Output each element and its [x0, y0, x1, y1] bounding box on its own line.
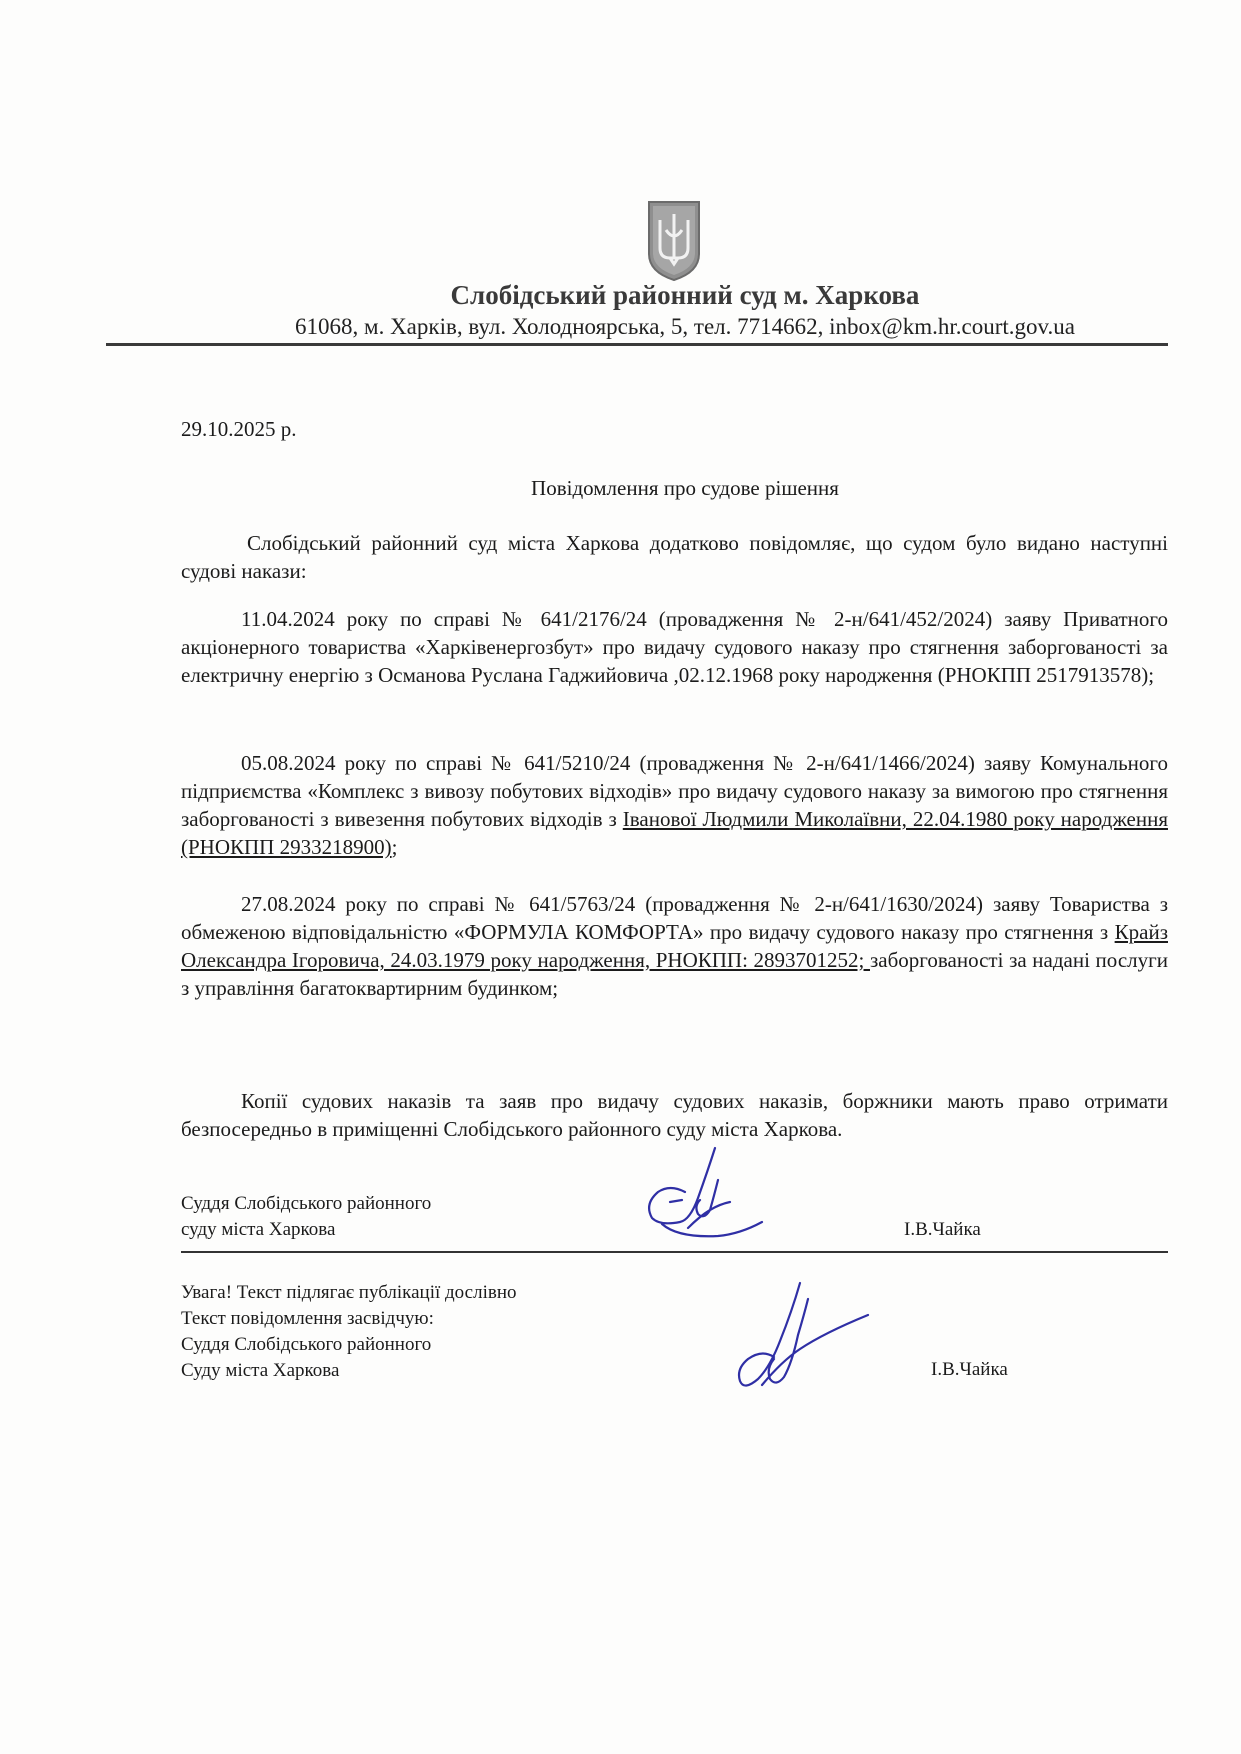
judge-name: І.В.Чайка [904, 1219, 981, 1240]
court-name: Слобідський районний суд м. Харкова [450, 280, 920, 310]
letter-date: 29.10.2025 р. [181, 417, 297, 441]
attestation-line-4: Суду міста Харкова [181, 1360, 340, 1381]
judge-signature-label [181, 1191, 431, 1243]
judge-title-line-2: суду міста Харкова [181, 1219, 336, 1240]
signature-divider [181, 1251, 1168, 1253]
attestation-line-3: Суддя Слобідського районного [181, 1334, 432, 1355]
handwritten-signature-top [640, 1140, 780, 1250]
order-paragraph-1 [181, 605, 1168, 689]
order-paragraph-3 [181, 890, 1168, 1002]
attestation-line-2: Текст повідомлення засвідчую: [181, 1308, 434, 1329]
intro-paragraph [181, 529, 1168, 585]
judge-title-line-1: Суддя Слобідського районного [181, 1193, 432, 1214]
order-2-debtor: Іванової Людмили Миколаївни, 22.04.1980 року народження (РНОКПП 2933218900) [181, 807, 1169, 859]
order-1-text: 11.04.2024 року по справі № 641/2176/24 (провадження № 2-н/641/452/2024) заяву Приватного акціонерного товариства «Харківенергозбут» про видачу судового наказу про стягнення заборгованості за електричну енергію з Османова Руслана Гаджийовича ,02.12.1968 року народження (РНОКПП 2517913578); [181, 607, 1168, 687]
court-address: 61068, м. Харків, вул. Холодноярська, 5, тел. 7714662, inbox@km.hr.court.gov.ua [295, 314, 1075, 339]
document-title: Повідомлення про судове рішення [531, 476, 839, 500]
attestation-judge-name: І.В.Чайка [931, 1359, 1008, 1380]
copies-notice-paragraph [181, 1087, 1168, 1143]
order-3-text: 27.08.2024 року по справі № 641/5763/24 (провадження № 2-н/641/1630/2024) заяву Товариства з обмеженою відповідальністю «ФОРМУЛА КОМФОРТА» про видачу судового наказу про стягнення з [181, 892, 1168, 944]
order-3-debtor: Крайз Олександра Ігоровича, 24.03.1979 року народження, РНОКПП: 2893701252; [181, 920, 1168, 972]
intro-text: Слобідський районний суд міста Харкова додатково повідомляє, що судом було видано наступні судові накази: [181, 531, 1168, 583]
order-paragraph-2 [181, 749, 1168, 861]
copies-notice-text: Копії судових наказів та заяв про видачу судових наказів, боржники мають право отримати безпосередньо в приміщенні Слобідського районного суду міста Харкова. [181, 1089, 1168, 1141]
order-2-text: 05.08.2024 року по справі № 641/5210/24 (провадження № 2-н/641/1466/2024) заяву Комунального підприємства «Комплекс з вивозу побутових відходів» про видачу судового наказу за вимогою про стягнення заборгованості з вивезення побутових відходів з [181, 751, 1168, 831]
handwritten-signature-bottom [700, 1275, 880, 1415]
trident-coat-of-arms-icon [646, 200, 702, 282]
order-3-tail: заборгованості за надані послуги з управління багатоквартирним будинком; [181, 948, 1168, 1000]
attestation-block [181, 1280, 517, 1384]
header-divider [106, 343, 1168, 346]
order-2-tail: ; [391, 835, 398, 859]
attestation-line-1: Увага! Текст підлягає публікації дослівно [181, 1282, 517, 1303]
